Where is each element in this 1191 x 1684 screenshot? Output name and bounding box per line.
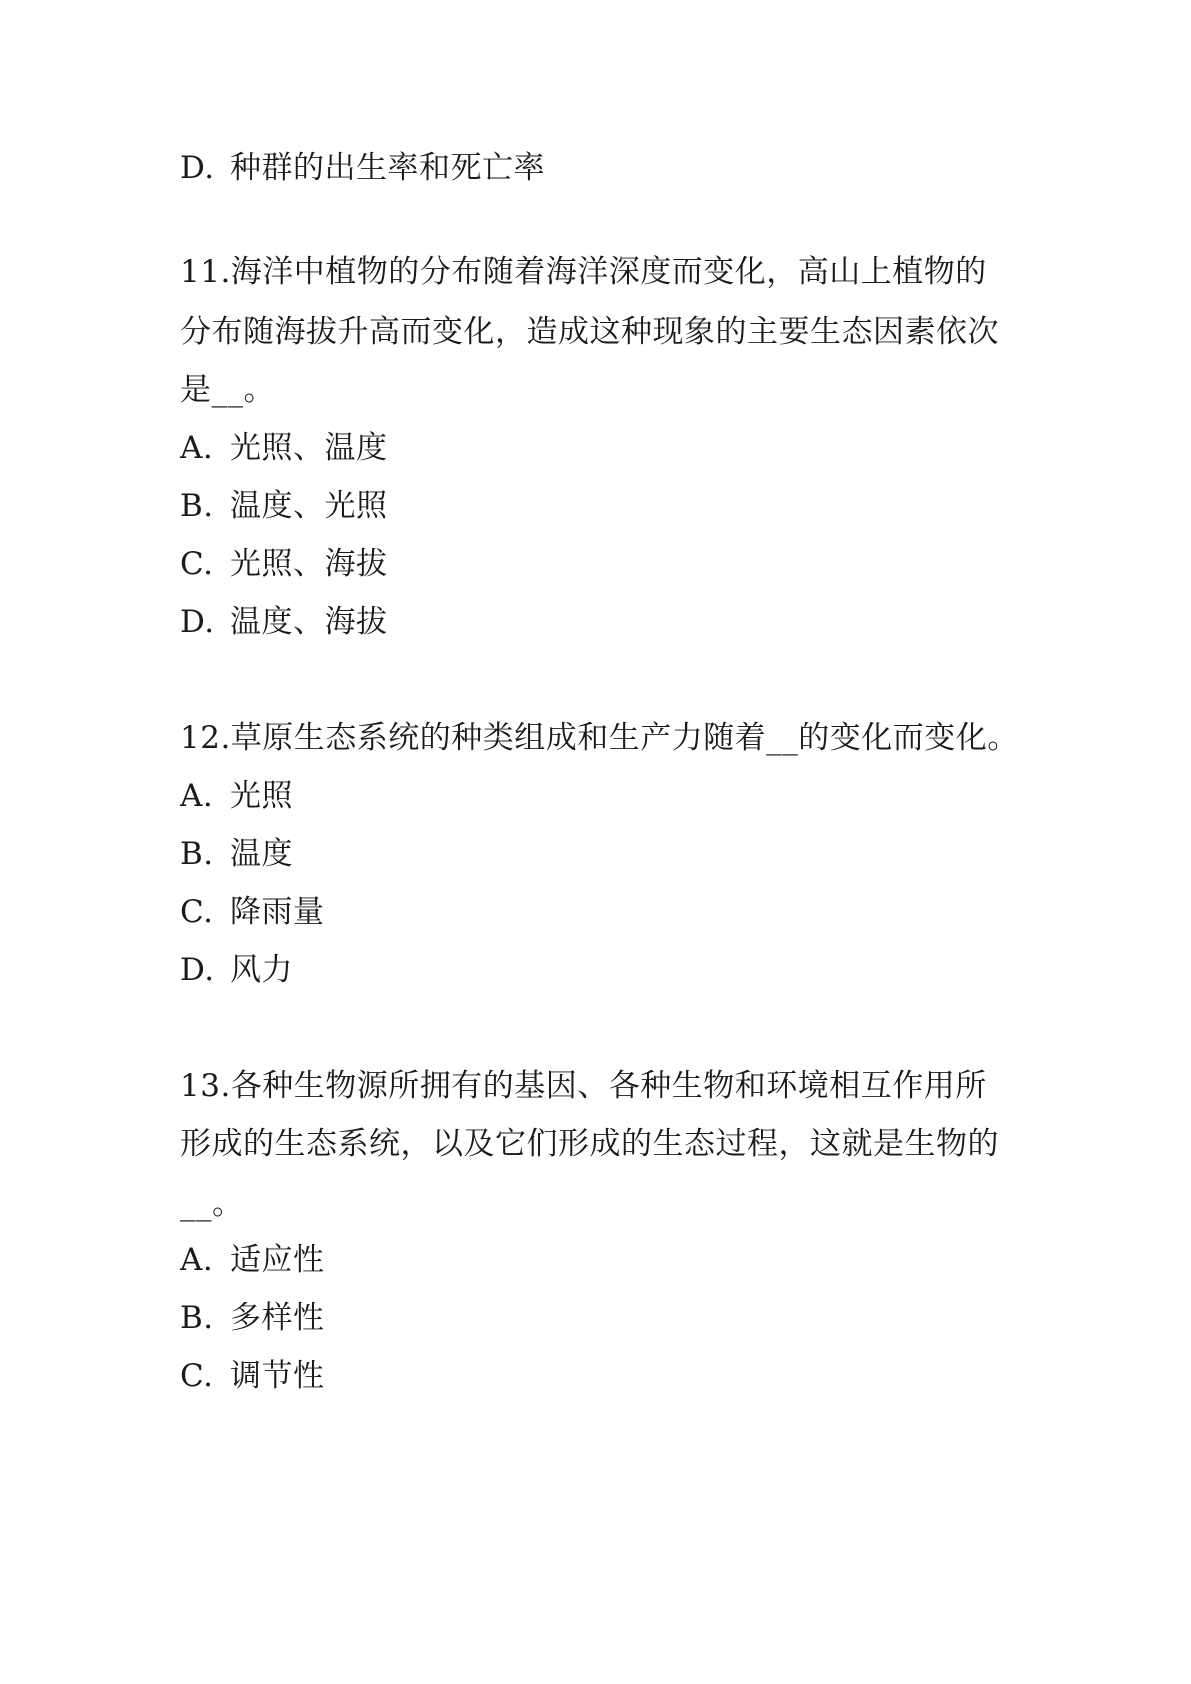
question-11-line-3: 是__。 <box>180 372 275 408</box>
question-11-option-a <box>180 428 388 468</box>
question-12-line-1: 12.草原生态系统的种类组成和生产力随着__的变化而变化。 <box>180 720 1019 756</box>
option-text: 适应性 <box>230 1242 325 1278</box>
question-13-line-1: 13.各种生物源所拥有的基因、各种生物和环境相互作用所 <box>180 1068 987 1104</box>
option-text: 温度 <box>230 836 293 872</box>
option-letter: B. <box>180 488 214 524</box>
option-letter: D. <box>180 150 215 186</box>
option-text: 光照、海拔 <box>230 546 388 582</box>
option-letter: D. <box>180 952 215 988</box>
option-letter: B. <box>180 1300 214 1336</box>
question-13-option-c <box>180 1356 325 1396</box>
question-13-line-2: 形成的生态系统，以及它们形成的生态过程，这就是生物的 <box>180 1126 999 1162</box>
question-11-option-d <box>180 602 388 642</box>
question-12-option-c <box>180 892 325 932</box>
question-12-option-d <box>180 950 293 990</box>
option-text: 多样性 <box>230 1300 325 1336</box>
question-11-option-c <box>180 544 388 584</box>
option-text: 种群的出生率和死亡率 <box>230 150 545 186</box>
option-d <box>180 148 545 188</box>
question-11-line-1: 11.海洋中植物的分布随着海洋深度而变化，高山上植物的 <box>180 254 987 290</box>
option-letter: C. <box>180 546 214 582</box>
option-letter: A. <box>180 1242 214 1278</box>
option-text: 光照、温度 <box>230 430 388 466</box>
option-text: 调节性 <box>230 1358 325 1394</box>
question-13-option-b <box>180 1298 325 1338</box>
option-letter: D. <box>180 604 215 640</box>
option-letter: A. <box>180 778 214 814</box>
option-letter: C. <box>180 894 214 930</box>
option-letter: B. <box>180 836 214 872</box>
option-text: 光照 <box>230 778 293 814</box>
question-13-line-3: __。 <box>180 1186 244 1222</box>
option-letter: C. <box>180 1358 214 1394</box>
question-12-option-a <box>180 776 293 816</box>
option-text: 降雨量 <box>230 894 325 930</box>
option-text: 温度、海拔 <box>230 604 388 640</box>
question-11-option-b <box>180 486 388 526</box>
option-letter: A. <box>180 430 214 466</box>
question-11-line-2: 分布随海拔升高而变化，造成这种现象的主要生态因素依次 <box>180 314 999 350</box>
option-text: 温度、光照 <box>230 488 388 524</box>
option-text: 风力 <box>230 952 293 988</box>
question-12-option-b <box>180 834 293 874</box>
question-13-option-a <box>180 1240 325 1280</box>
